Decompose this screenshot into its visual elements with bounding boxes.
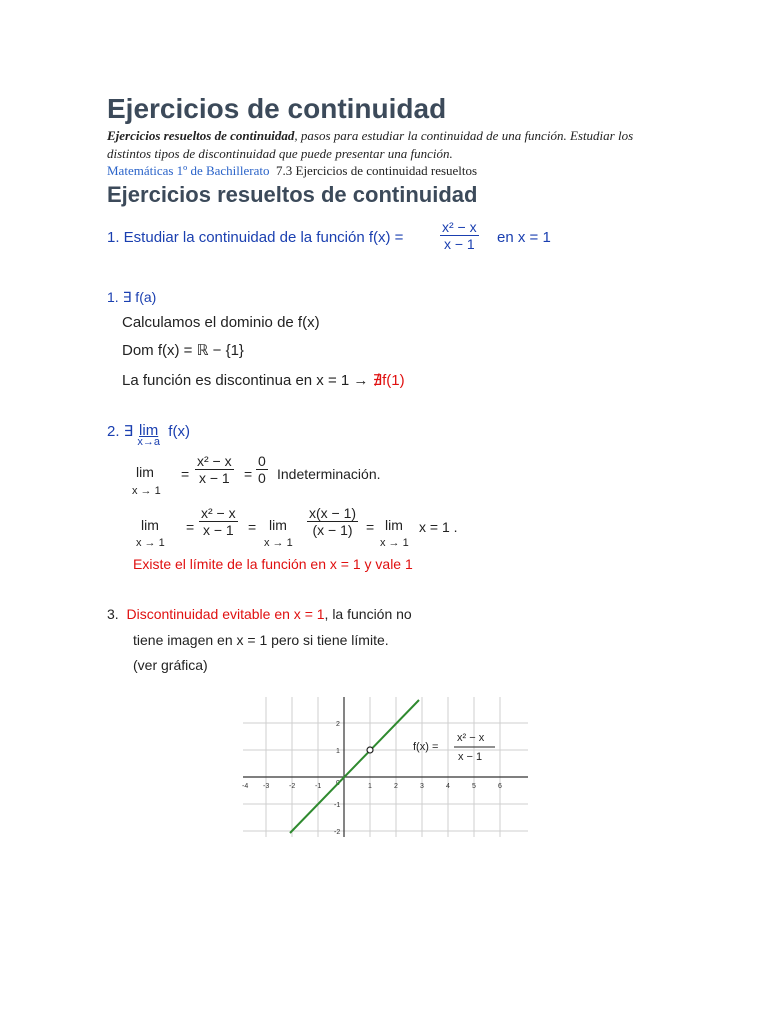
problem-tail: en x = 1 bbox=[497, 229, 551, 246]
y-tick-label: -1 bbox=[334, 802, 341, 809]
row2-eq1: = bbox=[186, 519, 195, 535]
row1-lim: lim bbox=[136, 464, 154, 480]
row1-zero-num: 0 bbox=[258, 453, 266, 469]
hole-point bbox=[367, 747, 373, 753]
row1-fraction-den: x − 1 bbox=[198, 470, 230, 486]
row2-lim3: lim bbox=[385, 517, 403, 533]
step1-line3 bbox=[122, 371, 405, 389]
step1-label: 1. ∃ f(a) bbox=[107, 289, 157, 305]
x-tick-label: -1 bbox=[315, 783, 322, 790]
step2-conclusion: Existe el límite de la función en x = 1 y vale 1 bbox=[133, 556, 413, 572]
row1-zero-den: 0 bbox=[258, 470, 266, 486]
graph-fraction-den: x − 1 bbox=[458, 751, 483, 763]
intro-text bbox=[107, 127, 667, 163]
step3-num: 3. bbox=[107, 606, 119, 622]
row2-fraction-num: x² − x bbox=[201, 505, 236, 521]
step3-rest: , la función no bbox=[324, 606, 412, 622]
row2-tail: x = 1 . bbox=[419, 519, 458, 535]
x-tick-label: 5 bbox=[472, 783, 476, 790]
x-tick-label: 4 bbox=[446, 783, 450, 790]
problem-lead: 1. Estudiar la continuidad de la función f(x) = bbox=[107, 229, 404, 246]
step2-lim-sub: x→a bbox=[137, 436, 160, 448]
step2-lim bbox=[137, 422, 160, 448]
page-title: Ejercicios de continuidad bbox=[107, 93, 447, 124]
graph-label: f(x) = bbox=[413, 741, 439, 753]
row2-lim3-sub: x → 1 bbox=[380, 537, 409, 549]
row2-lim2: lim bbox=[269, 517, 287, 533]
row2-fraction2-den: (x − 1) bbox=[312, 522, 353, 538]
problem-fraction-den: x − 1 bbox=[443, 236, 475, 252]
breadcrumb-subject-link[interactable]: Matemáticas 1º de Bachillerato bbox=[107, 163, 270, 178]
row2-fraction-den: x − 1 bbox=[202, 522, 234, 538]
row2-fraction bbox=[199, 505, 238, 538]
x-tick-label: 3 bbox=[420, 783, 424, 790]
step3-line1 bbox=[107, 606, 412, 622]
function-graph bbox=[243, 697, 528, 837]
step2-lim-word: lim bbox=[139, 422, 159, 439]
step1-line2: Dom f(x) = ℝ − {1} bbox=[122, 342, 244, 359]
step3-line2: tiene imagen en x = 1 pero si tiene límite. bbox=[133, 632, 389, 648]
x-tick-label: -3 bbox=[263, 783, 270, 790]
x-tick-label: 2 bbox=[394, 783, 398, 790]
y-tick-label: 2 bbox=[336, 721, 340, 728]
row1-fraction bbox=[195, 453, 234, 486]
function-line bbox=[290, 700, 419, 833]
breadcrumb bbox=[107, 163, 477, 179]
step1-line3-red: ∄f(1) bbox=[372, 372, 405, 389]
intro-bold: Ejercicios resueltos de continuidad bbox=[107, 128, 295, 143]
step1-line3-text: La función es discontinua en x = 1 → bbox=[122, 372, 369, 389]
x-tick-label: -4 bbox=[242, 783, 249, 790]
x-tick-label: 6 bbox=[498, 783, 502, 790]
x-tick-label: -2 bbox=[289, 783, 296, 790]
row2-lim: lim bbox=[141, 517, 159, 533]
row2-fraction2 bbox=[307, 505, 358, 538]
section-heading: Ejercicios resueltos de continuidad bbox=[107, 182, 478, 207]
step1-line1: Calculamos el dominio de f(x) bbox=[122, 314, 320, 331]
graph-fraction-num: x² − x bbox=[457, 732, 485, 744]
row1-lim-sub: x → 1 bbox=[132, 485, 161, 497]
breadcrumb-section: 7.3 Ejercicios de continuidad resueltos bbox=[276, 163, 478, 178]
problem-fraction-num: x² − x bbox=[442, 219, 477, 235]
row2-lim2-sub: x → 1 bbox=[264, 537, 293, 549]
problem-fraction bbox=[440, 219, 479, 252]
step2-label-post: f(x) bbox=[168, 423, 190, 440]
row2-eq2: = bbox=[248, 519, 257, 535]
row1-zero-fraction bbox=[256, 453, 268, 486]
step3-red: Discontinuidad evitable en x = 1 bbox=[126, 606, 325, 622]
row2-lim-sub: x → 1 bbox=[136, 537, 165, 549]
intro-rest: , pasos para estudiar la continuidad de una función. Estudiar los distintos tipos de discontinuidad que puede presentar una función. bbox=[107, 128, 634, 161]
y-tick-label: 1 bbox=[336, 748, 340, 755]
row1-eq1: = bbox=[181, 466, 190, 482]
row1-word: Indeterminación. bbox=[277, 466, 381, 482]
x-tick-label: 1 bbox=[368, 783, 372, 790]
row2-fraction2-num: x(x − 1) bbox=[309, 505, 357, 521]
row1-eq2: = bbox=[244, 466, 253, 482]
step2-label bbox=[107, 422, 190, 448]
row2-eq3: = bbox=[366, 519, 375, 535]
step3-line3: (ver gráfica) bbox=[133, 657, 208, 673]
row1-fraction-num: x² − x bbox=[197, 453, 232, 469]
step2-label-pre: 2. ∃ bbox=[107, 423, 134, 440]
y-tick-label: -2 bbox=[334, 829, 341, 836]
